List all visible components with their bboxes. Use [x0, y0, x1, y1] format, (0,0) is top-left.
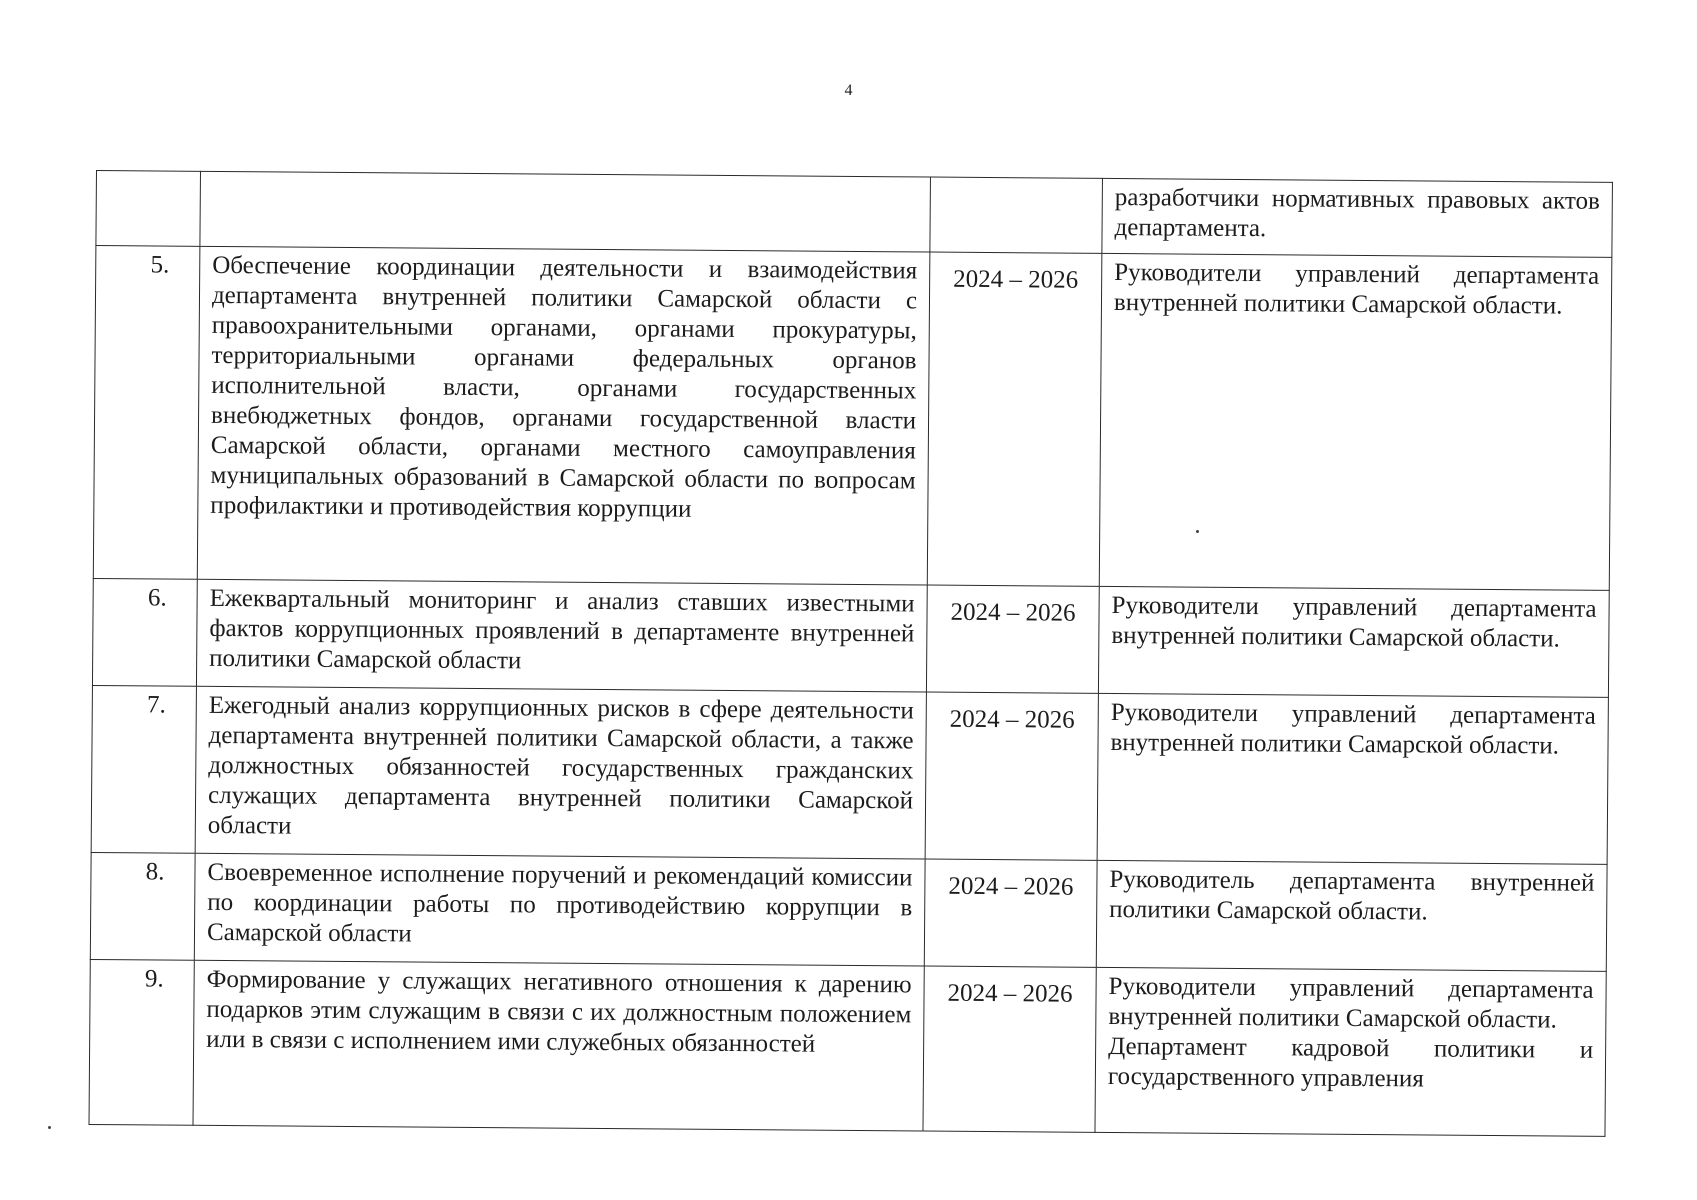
- implementation-period: 2024 – 2026: [923, 966, 1096, 1132]
- measure-description: Ежегодный анализ коррупционных рисков в сфере деятельности департамента внутренней политики Самарской области, а также должностных обязанностей государственных гражданских служащих департамента внутренней политики Самарской области: [195, 686, 926, 859]
- table-row: [93, 246, 1612, 591]
- measure-description: Обеспечение координации деятельности и взаимодействия департамента внутренней политики Самарской области с правоохранительными органами, органами прокуратуры, территориальными органами федеральных органов исполнительной власти, органами государственных внебюджетных фондов, органами государственной власти Самарской области, органами местного самоуправления муниципальных образований в Самарской области по вопросам профилактики и противодействия коррупции: [197, 246, 930, 585]
- responsible-executors: [1096, 860, 1607, 971]
- row-number: 8.: [90, 852, 195, 960]
- table-row: [90, 852, 1607, 971]
- implementation-period: 2024 – 2026: [926, 585, 1099, 693]
- responsible-executors: [1098, 586, 1609, 697]
- row-number: 7.: [91, 685, 196, 853]
- row-number: 9.: [89, 959, 194, 1125]
- responsible-line: Руководители управлений департамента внутренней политики Самарской области.: [1108, 972, 1594, 1034]
- table-row: [96, 171, 1613, 258]
- anti-corruption-plan-table: [88, 170, 1612, 1137]
- implementation-period: [930, 177, 1103, 253]
- responsible-executors: [1099, 253, 1612, 590]
- row-number: 6.: [92, 578, 197, 686]
- row-number: [96, 171, 201, 247]
- responsible-line: Департамент кадровой политики и государственного управления: [1107, 1032, 1594, 1093]
- responsible-executors: [1102, 178, 1613, 257]
- measure-description: Формирование у служащих негативного отношения к дарению подарков этим служащим в связи с их должностным положением или в связи с исполнением ими служебных обязанностей: [193, 960, 924, 1131]
- measure-description: Своевременное исполнение поручений и рекомендаций комиссии по координации работы по противодействию коррупции в Самарской области: [194, 853, 925, 966]
- page-number: 4: [844, 82, 853, 99]
- scan-speck: [1196, 530, 1199, 533]
- implementation-period: 2024 – 2026: [927, 252, 1102, 586]
- measure-description: Ежеквартальный мониторинг и анализ ставших известными фактов коррупционных проявлений в департаменте внутренней политики Самарской области: [196, 579, 927, 692]
- responsible-line: Руководители управлений департамента внутренней политики Самарской области.: [1113, 259, 1600, 320]
- responsible-line: разработчики нормативных правовых актов департамента.: [1114, 184, 1600, 243]
- scan-speck: [48, 1126, 51, 1129]
- responsible-executors: [1095, 967, 1606, 1136]
- responsible-line: Руководитель департамента внутренней политики Самарской области.: [1109, 865, 1595, 926]
- table-row: [92, 578, 1609, 697]
- measure-description: [200, 171, 931, 252]
- row-number: 5.: [93, 246, 200, 580]
- responsible-line: Руководители управлений департамента внутренней политики Самарской области.: [1111, 591, 1597, 653]
- table-row: [89, 959, 1606, 1136]
- responsible-line: Руководители управлений департамента внутренней политики Самарской области.: [1110, 698, 1596, 760]
- implementation-period: 2024 – 2026: [924, 859, 1097, 967]
- table-row: [91, 685, 1608, 864]
- implementation-period: 2024 – 2026: [925, 692, 1098, 860]
- responsible-executors: [1097, 693, 1608, 864]
